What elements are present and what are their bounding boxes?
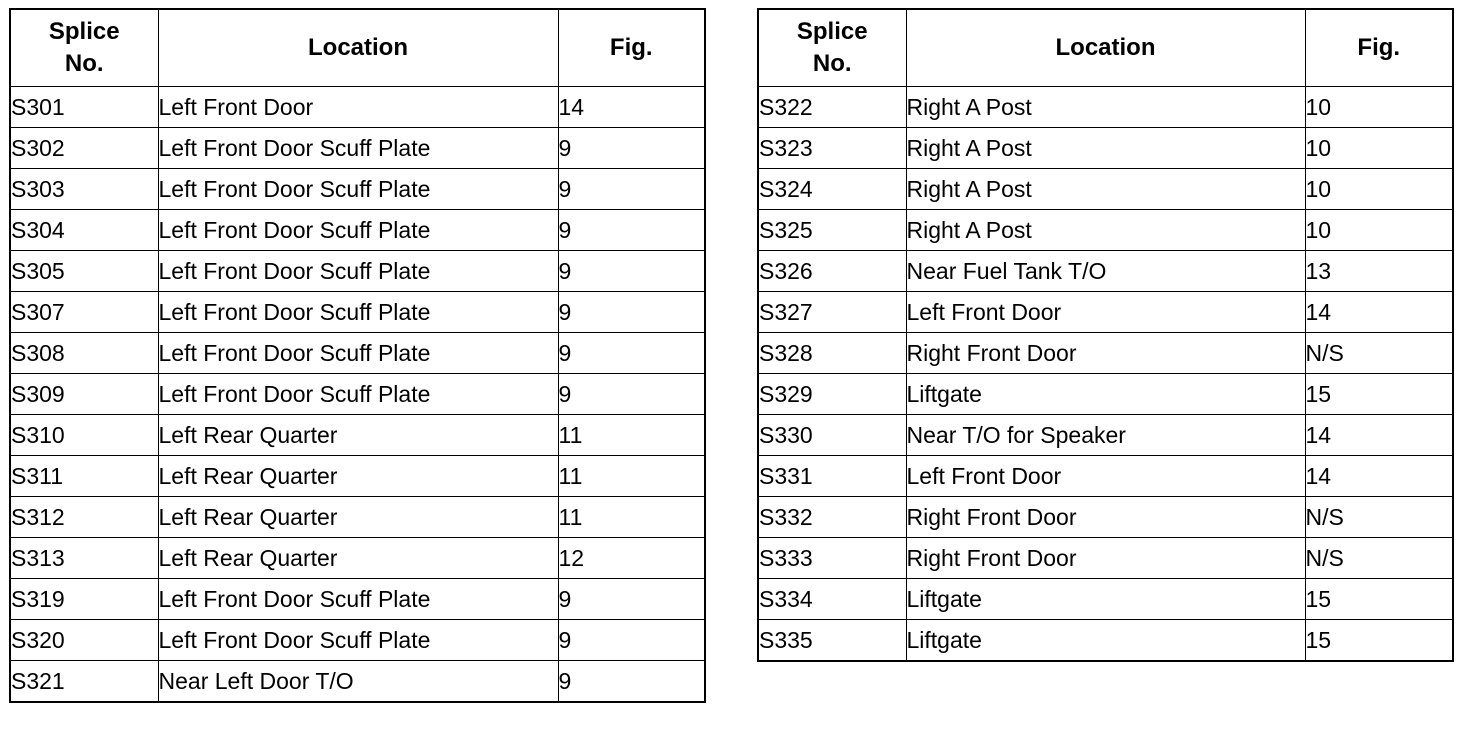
- fig-cell: 9: [558, 661, 705, 703]
- fig-cell: 14: [1305, 415, 1453, 456]
- location-cell: Right Front Door: [906, 538, 1305, 579]
- splice-no-cell: S311: [10, 456, 158, 497]
- fig-cell: 9: [558, 210, 705, 251]
- fig-cell: 10: [1305, 169, 1453, 210]
- splice-no-cell: S302: [10, 128, 158, 169]
- splice-no-cell: S308: [10, 333, 158, 374]
- location-cell: Left Front Door Scuff Plate: [158, 169, 558, 210]
- location-cell: Left Front Door Scuff Plate: [158, 292, 558, 333]
- table-row: [10, 169, 705, 210]
- location-cell: Left Front Door Scuff Plate: [158, 333, 558, 374]
- header-splice-no: [10, 9, 158, 87]
- location-cell: Left Front Door Scuff Plate: [158, 374, 558, 415]
- location-cell: Left Rear Quarter: [158, 538, 558, 579]
- location-cell: Right Front Door: [906, 497, 1305, 538]
- location-cell: Near Fuel Tank T/O: [906, 251, 1305, 292]
- location-cell: Liftgate: [906, 579, 1305, 620]
- table-row: [758, 579, 1453, 620]
- fig-cell: 12: [558, 538, 705, 579]
- table-row: [758, 538, 1453, 579]
- splice-no-cell: S333: [758, 538, 906, 579]
- table-row: [10, 87, 705, 128]
- location-cell: Right A Post: [906, 169, 1305, 210]
- fig-cell: 10: [1305, 87, 1453, 128]
- fig-cell: 15: [1305, 374, 1453, 415]
- table-row: [10, 333, 705, 374]
- header-splice-line1: Splice: [796, 17, 868, 45]
- fig-cell: 9: [558, 374, 705, 415]
- fig-cell: 9: [558, 333, 705, 374]
- splice-no-cell: S329: [758, 374, 906, 415]
- splice-no-cell: S312: [10, 497, 158, 538]
- header-splice-line2: No.: [64, 50, 104, 77]
- table-row: [10, 579, 705, 620]
- table-row: [10, 538, 705, 579]
- splice-no-cell: S331: [758, 456, 906, 497]
- table-row: [758, 374, 1453, 415]
- location-cell: Right A Post: [906, 128, 1305, 169]
- location-cell: Left Front Door: [906, 456, 1305, 497]
- fig-cell: 9: [558, 292, 705, 333]
- location-cell: Left Front Door Scuff Plate: [158, 210, 558, 251]
- splice-no-cell: S335: [758, 620, 906, 662]
- table-row: [10, 661, 705, 703]
- header-row: [758, 9, 1453, 87]
- fig-cell: 11: [558, 497, 705, 538]
- table-row: [758, 169, 1453, 210]
- table-row: [10, 497, 705, 538]
- splice-no-cell: S313: [10, 538, 158, 579]
- splice-no-cell: S323: [758, 128, 906, 169]
- location-cell: Near T/O for Speaker: [906, 415, 1305, 456]
- splice-no-cell: S310: [10, 415, 158, 456]
- header-splice-line2: No.: [812, 50, 852, 77]
- table-row: [10, 251, 705, 292]
- fig-cell: 9: [558, 579, 705, 620]
- location-cell: Near Left Door T/O: [158, 661, 558, 703]
- table-row: [758, 251, 1453, 292]
- table-row: [758, 87, 1453, 128]
- location-cell: Left Front Door Scuff Plate: [158, 128, 558, 169]
- location-cell: Left Rear Quarter: [158, 415, 558, 456]
- location-cell: Left Front Door Scuff Plate: [158, 620, 558, 661]
- location-cell: Left Front Door Scuff Plate: [158, 579, 558, 620]
- splice-table-right: [757, 8, 1454, 662]
- splice-no-cell: S301: [10, 87, 158, 128]
- splice-table-left-body: [10, 87, 705, 703]
- table-row: [10, 374, 705, 415]
- splice-no-cell: S305: [10, 251, 158, 292]
- header-fig: Fig.: [1305, 9, 1453, 87]
- fig-cell: 9: [558, 251, 705, 292]
- table-row: [758, 456, 1453, 497]
- splice-no-cell: S320: [10, 620, 158, 661]
- table-row: [10, 620, 705, 661]
- splice-no-cell: S334: [758, 579, 906, 620]
- location-cell: Liftgate: [906, 374, 1305, 415]
- table-row: [758, 210, 1453, 251]
- location-cell: Left Front Door: [158, 87, 558, 128]
- fig-cell: 10: [1305, 210, 1453, 251]
- fig-cell: 14: [1305, 292, 1453, 333]
- table-row: [10, 415, 705, 456]
- table-row: [758, 497, 1453, 538]
- header-location: Location: [906, 9, 1305, 87]
- splice-no-cell: S309: [10, 374, 158, 415]
- fig-cell: 10: [1305, 128, 1453, 169]
- fig-cell: N/S: [1305, 538, 1453, 579]
- header-row: [10, 9, 705, 87]
- splice-no-cell: S324: [758, 169, 906, 210]
- table-row: [758, 128, 1453, 169]
- location-cell: Left Rear Quarter: [158, 497, 558, 538]
- location-cell: Left Front Door Scuff Plate: [158, 251, 558, 292]
- splice-no-cell: S303: [10, 169, 158, 210]
- table-row: [758, 620, 1453, 662]
- splice-table-right-body: [758, 87, 1453, 662]
- fig-cell: 15: [1305, 579, 1453, 620]
- table-row: [758, 415, 1453, 456]
- fig-cell: 9: [558, 169, 705, 210]
- splice-no-cell: S322: [758, 87, 906, 128]
- splice-table-left: [9, 8, 706, 703]
- fig-cell: N/S: [1305, 497, 1453, 538]
- splice-no-cell: S328: [758, 333, 906, 374]
- table-row: [10, 292, 705, 333]
- location-cell: Left Rear Quarter: [158, 456, 558, 497]
- fig-cell: 13: [1305, 251, 1453, 292]
- header-fig: Fig.: [558, 9, 705, 87]
- fig-cell: 9: [558, 128, 705, 169]
- location-cell: Right Front Door: [906, 333, 1305, 374]
- table-row: [758, 333, 1453, 374]
- fig-cell: 14: [558, 87, 705, 128]
- table-row: [10, 128, 705, 169]
- splice-no-cell: S332: [758, 497, 906, 538]
- table-row: [758, 292, 1453, 333]
- fig-cell: 15: [1305, 620, 1453, 662]
- splice-no-cell: S327: [758, 292, 906, 333]
- header-location: Location: [158, 9, 558, 87]
- splice-no-cell: S326: [758, 251, 906, 292]
- splice-no-cell: S321: [10, 661, 158, 703]
- location-cell: Right A Post: [906, 87, 1305, 128]
- fig-cell: N/S: [1305, 333, 1453, 374]
- fig-cell: 11: [558, 415, 705, 456]
- location-cell: Left Front Door: [906, 292, 1305, 333]
- splice-no-cell: S319: [10, 579, 158, 620]
- splice-no-cell: S307: [10, 292, 158, 333]
- fig-cell: 11: [558, 456, 705, 497]
- splice-no-cell: S330: [758, 415, 906, 456]
- table-row: [10, 210, 705, 251]
- splice-no-cell: S325: [758, 210, 906, 251]
- fig-cell: 9: [558, 620, 705, 661]
- header-splice-no: [758, 9, 906, 87]
- location-cell: Liftgate: [906, 620, 1305, 662]
- header-splice-line1: Splice: [48, 17, 120, 45]
- table-row: [10, 456, 705, 497]
- splice-no-cell: S304: [10, 210, 158, 251]
- fig-cell: 14: [1305, 456, 1453, 497]
- location-cell: Right A Post: [906, 210, 1305, 251]
